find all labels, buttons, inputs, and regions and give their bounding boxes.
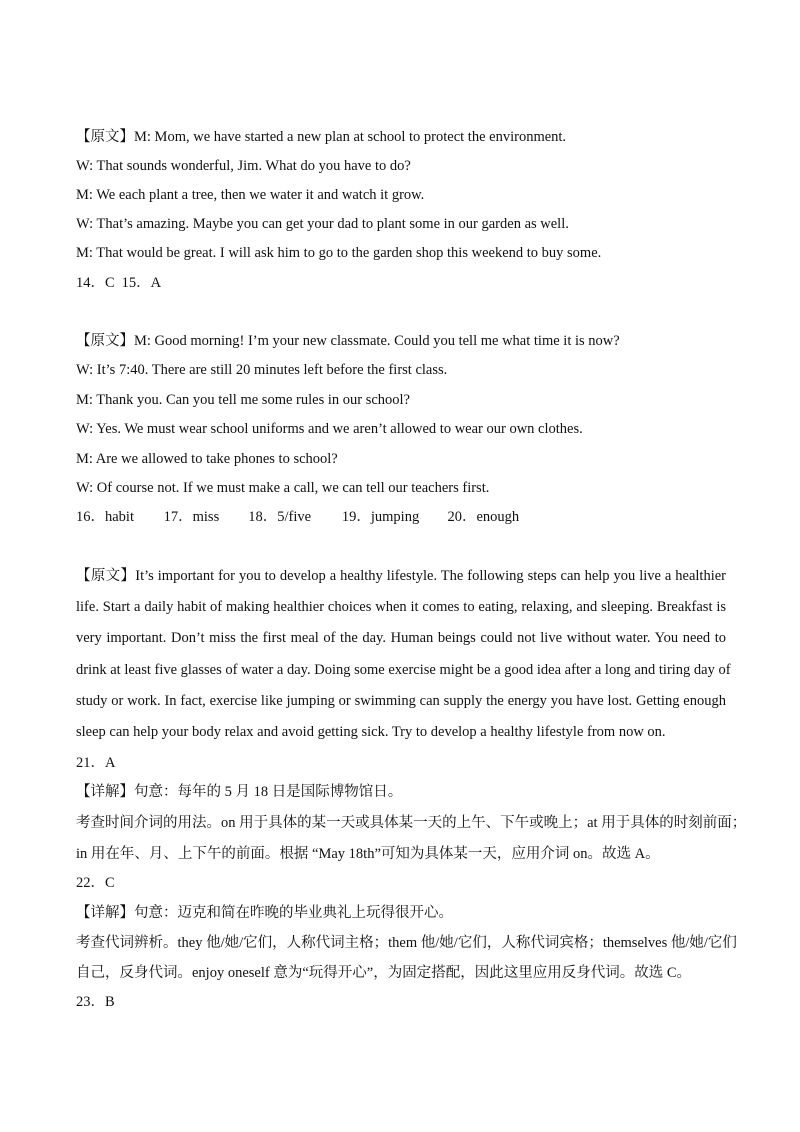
dialog1-line: M: That would be great. I will ask him to go to the garden shop this weekend to buy some. <box>76 245 602 261</box>
passage-line: drink at least five glasses of water a day. Doing some exercise might be a good idea after a long and tiring day of <box>76 662 731 678</box>
dialog2-line: W: Yes. We must wear school uniforms and we aren’t allowed to wear our own clothes. <box>76 421 583 437</box>
answers-14-15 <box>76 273 161 293</box>
q21-answer: 21．A <box>76 755 116 771</box>
answer-item: 20．enough <box>447 509 520 525</box>
q23-answer: 23．B <box>76 994 115 1010</box>
passage-line: 【原文】It’s important for you to develop a healthy lifestyle. The following steps can help you live a healthier <box>76 568 726 584</box>
dialog1-line: M: We each plant a tree, then we water it and watch it grow. <box>76 187 425 203</box>
passage-line: life. Start a daily habit of making healthier choices when it comes to eating, relaxing, and sleeping. Breakfast is <box>76 599 726 615</box>
dialog1-line: W: That’s amazing. Maybe you can get your dad to plant some in our garden as well. <box>76 216 569 232</box>
dialog2-line: W: It’s 7:40. There are still 20 minutes left before the first class. <box>76 362 448 378</box>
passage-line: study or work. In fact, exercise like jumping or swimming can supply the energy you have lost. Getting enough <box>76 693 726 709</box>
answer-item: 19．jumping <box>341 509 420 525</box>
answer-item: 18．5/five <box>248 509 312 525</box>
q21-detail: 【详解】句意：每年的 5 月 18 日是国际博物馆日。 <box>76 784 403 800</box>
dialog2-line: 【原文】M: Good morning! I’m your new classmate. Could you tell me what time it is now? <box>76 333 620 349</box>
q21-explain: in 用在年、月、上下午的前面。根据 “May 18th”可知为具体某一天，应用介词 on。故选 A。 <box>76 846 660 862</box>
dialog2-line: M: Thank you. Can you tell me some rules in our school? <box>76 392 410 408</box>
q22-answer: 22．C <box>76 875 115 891</box>
answers-16-20 <box>76 507 519 527</box>
dialog2-line: M: Are we allowed to take phones to school? <box>76 451 338 467</box>
dialog2-line: W: Of course not. If we must make a call, we can tell our teachers first. <box>76 480 490 496</box>
q22-explain: 自己，反身代词。enjoy oneself 意为“玩得开心”，为固定搭配，因此这里应用反身代词。故选 C。 <box>76 965 692 981</box>
answer-item: 16．habit <box>76 509 134 525</box>
q22-explain: 考查代词辨析。they 他/她/它们，人称代词主格；them 他/她/它们，人称代词宾格；themselves 他/她/它们 <box>76 935 737 951</box>
answer-item: 15．A <box>121 275 162 291</box>
dialog1-line: W: That sounds wonderful, Jim. What do you have to do? <box>76 158 411 174</box>
dialog1-line: 【原文】M: Mom, we have started a new plan at school to protect the environment. <box>76 129 567 145</box>
passage-line: sleep can help your body relax and avoid getting sick. Try to develop a healthy lifestyle from now on. <box>76 724 666 740</box>
answer-item: 17．miss <box>163 509 220 525</box>
q21-explain: 考查时间介词的用法。on 用于具体的某一天或具体某一天的上午、下午或晚上；at 用于具体的时刻前面； <box>76 815 747 831</box>
q22-detail: 【详解】句意：迈克和简在昨晚的毕业典礼上玩得很开心。 <box>76 905 453 921</box>
passage-line: very important. Don’t miss the first meal of the day. Human beings could not live without water. You need to <box>76 630 726 646</box>
answer-item: 14．C <box>76 275 115 291</box>
